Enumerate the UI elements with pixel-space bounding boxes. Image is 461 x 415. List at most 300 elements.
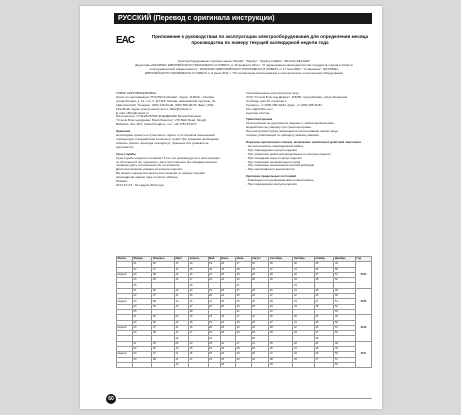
table-cell: 50 bbox=[334, 294, 356, 299]
table-cell: 21 bbox=[208, 331, 220, 336]
table-cell: 43 bbox=[293, 278, 315, 283]
intro-paragraph bbox=[116, 59, 372, 75]
table-cell: 08 bbox=[152, 357, 175, 362]
table-cell: 04 bbox=[133, 278, 152, 283]
table-cell: 46 bbox=[314, 352, 334, 357]
text-line: - При появлении повышенной сильной вибрации bbox=[246, 164, 315, 168]
table-cell: 24 bbox=[220, 320, 235, 325]
table-cell: 25 bbox=[220, 325, 235, 330]
table-cell: 42 bbox=[293, 294, 315, 299]
table-cell: 44 bbox=[314, 341, 334, 346]
table-cell: 19 bbox=[208, 320, 220, 325]
table-cell: 23 bbox=[220, 288, 235, 293]
table-cell: 05 bbox=[152, 341, 175, 346]
table-cell: 39 bbox=[269, 304, 293, 309]
table-cell: 14 bbox=[189, 288, 209, 293]
table-cell: 14 bbox=[189, 315, 209, 320]
table-cell: 02 bbox=[133, 267, 152, 272]
table-cell: 27 bbox=[236, 288, 251, 293]
table-cell: 16 bbox=[189, 352, 209, 357]
intro-line: Электрооборудование торговых марок "Dewalt", "Stanley", "Stanley FatMax", "BLACK+DECKER" bbox=[177, 59, 311, 63]
table-cell: 44 bbox=[293, 283, 315, 288]
table-cell: 32 bbox=[251, 347, 269, 352]
table-cell: 31 bbox=[251, 341, 269, 346]
table-cell: 46 bbox=[314, 267, 334, 272]
table-cell: 36 bbox=[269, 347, 293, 352]
table-cell: 51 bbox=[334, 299, 356, 304]
text-line: Пример: bbox=[116, 180, 128, 184]
table-cell: 02 bbox=[133, 320, 152, 325]
table-cell: Неделя bbox=[117, 352, 133, 357]
month-header: Август bbox=[251, 257, 269, 262]
table-cell: 16 bbox=[189, 299, 209, 304]
table-cell: 19 bbox=[208, 288, 220, 293]
table-cell: 10 bbox=[174, 347, 188, 352]
text-line: техники, работающей по принципу зажима упаковки. bbox=[246, 134, 320, 138]
month-header: Май bbox=[208, 257, 220, 262]
table-cell: 24 bbox=[220, 267, 235, 272]
table-cell: 27 bbox=[236, 315, 251, 320]
text-line: - При неисправности выключателя bbox=[246, 168, 295, 172]
text-line: температуры и воздействия солнечных лучей. При хранении необходимо bbox=[116, 137, 219, 141]
table-cell: 10 bbox=[174, 320, 188, 325]
table-cell: 52 bbox=[334, 278, 356, 283]
eac-mark: EAC bbox=[116, 35, 135, 46]
intro-line: ЕВРОПЕЙСКОГО ПАРЛАМЕНТА И СОВЕТА от 8 июня 2011 г. "Об ограничении использования в электрическом и электронном оборудовании bbox=[145, 71, 343, 75]
table-cell: 35 bbox=[269, 341, 293, 346]
table-cell: 38 bbox=[269, 357, 293, 362]
intro-line: электромагнитной совместимости", 2006/42/ЕС ЕВРОПЕЙСКОГО ПАРЛАМЕНТА И СОВЕТА от 17 мая 2006 г. "О машинах", 2011/65/ЕС bbox=[149, 67, 339, 71]
text-line: - Не использовать поврежденный кабель bbox=[246, 144, 304, 148]
text-line: Телефон: +7 (495) 258-39-81, факс: +7 (495) 258-39-81 bbox=[246, 103, 322, 107]
table-cell: Неделя bbox=[117, 272, 133, 277]
table-cell: 12 bbox=[174, 272, 188, 277]
table-cell: 45 bbox=[314, 262, 334, 267]
table-cell: 08 bbox=[152, 331, 175, 336]
table-cell: 42 bbox=[293, 272, 315, 277]
table-cell: 50 bbox=[334, 320, 356, 325]
table-cell: 04 bbox=[133, 331, 152, 336]
language-header: РУССКИЙ (Перевод с оригинала инструкции) bbox=[114, 13, 372, 24]
table-cell: 51 bbox=[334, 272, 356, 277]
table-cell: 07 bbox=[152, 294, 175, 299]
table-cell: 32 bbox=[251, 262, 269, 267]
table-cell: 40 bbox=[293, 341, 315, 346]
table-cell: 37 bbox=[269, 294, 293, 299]
table-cell: 05 bbox=[133, 283, 152, 288]
table-cell: 30 bbox=[236, 278, 251, 283]
table-cell: 41 bbox=[293, 347, 315, 352]
table-cell: 16 bbox=[189, 325, 209, 330]
table-cell: 24 bbox=[220, 294, 235, 299]
table-cell: 49 bbox=[334, 262, 356, 267]
text-line: воздействия на упаковку при транспортировке. bbox=[246, 126, 312, 130]
table-cell: 03 bbox=[133, 325, 152, 330]
table-cell: 50 bbox=[334, 267, 356, 272]
table-cell: 25 bbox=[220, 357, 235, 362]
text-line: Дата изготовления указана на корпусе изделия. bbox=[116, 168, 183, 172]
table-cell: 15 bbox=[189, 347, 209, 352]
table-cell: 45 bbox=[314, 288, 334, 293]
table-cell: 13 bbox=[174, 362, 188, 367]
table-cell: 48 bbox=[334, 341, 356, 346]
month-header: Апрель bbox=[189, 257, 209, 262]
text-line: - При повреждении корпуса изделия bbox=[246, 183, 297, 187]
table-cell: 34 bbox=[251, 331, 269, 336]
table-cell: 01 bbox=[133, 288, 152, 293]
text-line: Категорически не допускается падение и любые механические bbox=[246, 122, 334, 126]
table-cell: 20 bbox=[208, 352, 220, 357]
table-cell: 28 bbox=[236, 267, 251, 272]
table-cell: 06 bbox=[152, 288, 175, 293]
table-cell: 35 bbox=[251, 304, 269, 309]
year-cell: 2014 bbox=[356, 262, 372, 288]
table-cell: 29 bbox=[236, 272, 251, 277]
month-header: Месяц bbox=[117, 257, 133, 262]
table-cell: Неделя bbox=[117, 325, 133, 330]
table-cell: 43 bbox=[293, 357, 315, 362]
table-cell: 20 bbox=[208, 325, 220, 330]
text-line: календарной недели года согласно таблице. bbox=[116, 176, 179, 180]
table-cell: 37 bbox=[269, 267, 293, 272]
table-cell: 42 bbox=[293, 325, 315, 330]
table-cell: 13 bbox=[174, 278, 188, 283]
table-cell: 18 bbox=[208, 341, 220, 346]
table-cell: 42 bbox=[293, 352, 315, 357]
table-cell: 17 bbox=[189, 357, 209, 362]
table-cell: 28 bbox=[236, 320, 251, 325]
table-cell: 32 bbox=[251, 288, 269, 293]
table-cell: 21 bbox=[208, 272, 220, 277]
text-line: допускается. bbox=[116, 145, 134, 149]
table-cell: 39 bbox=[269, 278, 293, 283]
table-cell: 04 bbox=[133, 304, 152, 309]
month-header: Декабрь bbox=[334, 257, 356, 262]
text-line: улица Житная, д. 14, стр. 1; 117418, Москва, Нахимовский проспект, 31 bbox=[116, 99, 216, 103]
table-cell: 21 bbox=[208, 357, 220, 362]
month-header: Январь bbox=[133, 257, 152, 262]
text-line: info-ru@sbdinc.com bbox=[246, 107, 273, 111]
table-cell: 25 bbox=[220, 299, 235, 304]
text-line: - При повреждении корпуса изделия bbox=[246, 148, 297, 152]
table-cell: 47 bbox=[314, 331, 334, 336]
table-cell bbox=[117, 362, 133, 367]
table-cell: 07 bbox=[152, 325, 175, 330]
table-cell: 33 bbox=[251, 267, 269, 272]
table-cell: 44 bbox=[314, 315, 334, 320]
section-heading: Срок службы bbox=[116, 152, 136, 156]
table-cell: 31 bbox=[251, 315, 269, 320]
table-cell: 37 bbox=[269, 352, 293, 357]
table-cell: 12 bbox=[174, 299, 188, 304]
table-cell: 18 bbox=[189, 309, 209, 314]
text-line: по истечении 5 лет хранения с даты изготовления без предварительной bbox=[116, 160, 217, 164]
table-cell: 40 bbox=[293, 315, 315, 320]
table-cell: 31 bbox=[236, 283, 251, 288]
footer-divider bbox=[118, 398, 372, 399]
table-cell: 34 bbox=[251, 272, 269, 277]
text-line: "Стэнли Блэк энд Деккер Юкей Лимитед", 270 Bath Road, Slough, bbox=[116, 119, 207, 123]
text-line: Срок службы изделия составляет 5 лет. Не рекомендуется к эксплуатации bbox=[116, 156, 220, 160]
table-cell: 22 bbox=[208, 278, 220, 283]
table-cell: 38 bbox=[269, 325, 293, 330]
table-cell: 27 bbox=[236, 341, 251, 346]
table-cell: 33 bbox=[251, 294, 269, 299]
table-cell: 15 bbox=[189, 320, 209, 325]
year-cell: 2016 bbox=[356, 315, 372, 341]
table-cell: 13 bbox=[174, 336, 188, 341]
text-line: - При появлении дыма непосредственно из корпуса изделия bbox=[246, 152, 331, 156]
table-cell: 30 bbox=[236, 304, 251, 309]
text-line: Орган по сертификации "РОСТЕСТ-Москва", Адрес: 119049, г. Москва, bbox=[116, 95, 215, 99]
table-cell: 26 bbox=[220, 278, 235, 283]
table-cell: 34 bbox=[251, 299, 269, 304]
table-cell: 15 bbox=[189, 294, 209, 299]
table-cell: 30 bbox=[236, 357, 251, 362]
table-cell: 03 bbox=[133, 272, 152, 277]
table-cell: 48 bbox=[314, 304, 334, 309]
table-cell: 01 bbox=[133, 262, 152, 267]
table-cell: 46 bbox=[314, 294, 334, 299]
month-header: Октябрь bbox=[293, 257, 315, 262]
table-cell: 20 bbox=[208, 294, 220, 299]
table-cell: 23 bbox=[220, 347, 235, 352]
table-row bbox=[117, 362, 372, 367]
table-cell: 22 bbox=[208, 336, 220, 341]
table-cell: 45 bbox=[314, 347, 334, 352]
month-header: Ноябрь bbox=[314, 257, 334, 262]
table-cell: 47 bbox=[314, 299, 334, 304]
text-line: проверки (дату изготовления см. на этикетке). bbox=[116, 164, 181, 168]
month-header: Февраль bbox=[152, 257, 175, 262]
table-cell: 24 bbox=[220, 352, 235, 357]
table-cell: 49 bbox=[334, 288, 356, 293]
table-cell bbox=[293, 362, 315, 367]
table-cell: 17 bbox=[189, 304, 209, 309]
table-cell: 21 bbox=[208, 299, 220, 304]
table-cell: Неделя bbox=[117, 299, 133, 304]
table-cell: 09 bbox=[174, 315, 188, 320]
table-cell: 11 bbox=[174, 267, 188, 272]
table-cell: 07 bbox=[152, 267, 175, 272]
table-cell: 41 bbox=[293, 288, 315, 293]
table-cell: 14 bbox=[189, 341, 209, 346]
table-cell: 51 bbox=[334, 357, 356, 362]
table-cell: 11 bbox=[174, 294, 188, 299]
table-cell: 35 bbox=[251, 278, 269, 283]
year-cell: 2017 bbox=[356, 341, 372, 367]
table-cell: 46 bbox=[314, 325, 334, 330]
table-cell: 35 bbox=[251, 336, 269, 341]
table-cell: 47 bbox=[314, 357, 334, 362]
table-cell: 10 bbox=[174, 262, 188, 267]
table-cell: 44 bbox=[293, 304, 315, 309]
table-cell: 38 bbox=[269, 272, 293, 277]
table-cell: 18 bbox=[208, 315, 220, 320]
table-cell bbox=[208, 362, 220, 367]
table-cell: 09 bbox=[152, 304, 175, 309]
table-cell: 06 bbox=[152, 347, 175, 352]
month-header: Июнь bbox=[220, 257, 235, 262]
table-cell: 08 bbox=[152, 299, 175, 304]
table-cell: 51 bbox=[334, 325, 356, 330]
document-title: Приложение к руководствам по эксплуатации электрооборудования для определения месяца производства по номеру текущей календарной недели года bbox=[151, 34, 369, 45]
table-cell: 45 bbox=[314, 320, 334, 325]
table-cell: 28 bbox=[236, 294, 251, 299]
table-cell: 19 bbox=[208, 262, 220, 267]
table-cell: 06 bbox=[152, 262, 175, 267]
table-cell: 23 bbox=[220, 262, 235, 267]
table-cell: 52 bbox=[334, 362, 356, 367]
table-cell: 15 bbox=[189, 267, 209, 272]
text-line: Сделано в Китае bbox=[246, 111, 270, 115]
table-cell: 50 bbox=[334, 352, 356, 357]
month-header: Июль bbox=[236, 257, 251, 262]
table-cell: 29 bbox=[236, 299, 251, 304]
table-cell: 29 bbox=[236, 352, 251, 357]
table-cell: 01 bbox=[133, 315, 152, 320]
table-cell bbox=[251, 362, 269, 367]
text-line: 2014 XX XX - 52 неделя 2014 года bbox=[116, 183, 164, 187]
table-cell bbox=[152, 362, 175, 367]
text-line: Необходимо хранить в сухом месте, вдали от источников повышенной bbox=[116, 134, 215, 138]
year-cell: 2015 bbox=[356, 288, 372, 314]
table-cell bbox=[133, 362, 152, 367]
text-line: Вы можете определить месяц изготовления по номеру текущей bbox=[116, 172, 205, 176]
table-cell: 27 bbox=[236, 262, 251, 267]
table-cell: 48 bbox=[314, 336, 334, 341]
table-cell: 53 bbox=[334, 309, 356, 314]
table-cell: 09 bbox=[174, 341, 188, 346]
table-cell: 49 bbox=[334, 315, 356, 320]
table-cell: 12 bbox=[174, 357, 188, 362]
page-number: 60 bbox=[106, 394, 116, 404]
table-cell: 26 bbox=[220, 331, 235, 336]
table-cell: 02 bbox=[133, 347, 152, 352]
table-cell: 17 bbox=[189, 331, 209, 336]
table-cell: 26 bbox=[220, 362, 235, 367]
table-cell: 28 bbox=[236, 347, 251, 352]
table-cell: 18 bbox=[189, 283, 209, 288]
table-cell: 13 bbox=[174, 304, 188, 309]
table-cell: 32 bbox=[251, 320, 269, 325]
table-cell: 11 bbox=[174, 325, 188, 330]
table-cell: 31 bbox=[236, 309, 251, 314]
intro-line: Директивы 2014/35/ЕС ЕВРОПЕЙСКОГО ПАРЛАМЕНТА И СОВЕТА от 26 февраля 2014 г. "О гармонизации законодательства государств-членов в области bbox=[135, 63, 353, 67]
table-cell: 07 bbox=[152, 352, 175, 357]
text-line: избегать резкого перепада температур. Хранение без упаковки не bbox=[116, 141, 209, 145]
table-cell: 03 bbox=[133, 352, 152, 357]
text-line: Уполномоченное изготовителем лицо: bbox=[246, 92, 300, 95]
table-cell: 39 bbox=[269, 362, 293, 367]
table-cell: 25 bbox=[220, 272, 235, 277]
text-line: Berkshire, SL1 4DX, United Kingdom, тел: +44 1753 574277 bbox=[116, 123, 197, 127]
month-header: Год bbox=[356, 257, 372, 262]
section-heading: Критерии предельных состояний bbox=[246, 175, 297, 179]
month-header: Сентябрь bbox=[269, 257, 293, 262]
text-line: - При попадании воды в корпус изделия bbox=[246, 156, 302, 160]
table-cell: 16 bbox=[189, 272, 209, 277]
table-cell: 40 bbox=[269, 309, 293, 314]
table-cell: 09 bbox=[152, 278, 175, 283]
table-cell: 41 bbox=[293, 320, 315, 325]
table-cell: 17 bbox=[189, 278, 209, 283]
table-cell: 36 bbox=[269, 262, 293, 267]
table-cell: 04 bbox=[133, 357, 152, 362]
left-column bbox=[116, 92, 238, 188]
table-cell: 02 bbox=[133, 294, 152, 299]
table-cell: 22 bbox=[220, 341, 235, 346]
table-cell: 14 bbox=[189, 262, 209, 267]
table-cell: 48 bbox=[314, 278, 334, 283]
table-cell: 52 bbox=[334, 331, 356, 336]
table-cell: 05 bbox=[133, 309, 152, 314]
table-cell: 52 bbox=[334, 304, 356, 309]
table-cell: 01 bbox=[133, 341, 152, 346]
table-cell: 30 bbox=[236, 331, 251, 336]
table-cell: 41 bbox=[293, 267, 315, 272]
table-cell: 22 bbox=[208, 304, 220, 309]
section-heading: Перечень критических отказов, возможных ошибочных действий персонала bbox=[246, 140, 361, 144]
table-cell: 08 bbox=[152, 272, 175, 277]
table-cell: 34 bbox=[251, 357, 269, 362]
table-cell bbox=[236, 362, 251, 367]
section-heading: Транспортировка bbox=[246, 118, 273, 122]
text-line: ООО "Стэнли Блэк энд Деккер", 115280, город Москва, улица Ленинская bbox=[246, 95, 348, 99]
table-cell: 36 bbox=[269, 288, 293, 293]
text-line: E-mail: office@rostest.ru bbox=[116, 111, 149, 115]
text-line: (фактический). Телефон: (499) 129-26-00, (495) 668-28-93, Факс: (499) bbox=[116, 103, 214, 107]
table-cell: 19 bbox=[208, 347, 220, 352]
table-cell: 11 bbox=[174, 352, 188, 357]
table-cell: 37 bbox=[269, 320, 293, 325]
text-line: При разгрузке/погрузке запрещается использование любого вида bbox=[246, 130, 338, 134]
right-column bbox=[246, 92, 372, 187]
text-line: - Поврежден или деформирован сетевой кабель bbox=[246, 179, 314, 183]
table-cell: 33 bbox=[251, 325, 269, 330]
section-heading: Хранение bbox=[116, 130, 131, 134]
table-cell: 12 bbox=[174, 331, 188, 336]
table-cell: 10 bbox=[174, 288, 188, 293]
text-line: Изготовитель: СТЭНЛИ БЛЭК ЭНД ДЕККЕР, Великобритания bbox=[116, 115, 202, 119]
table-cell: 03 bbox=[133, 299, 152, 304]
table-cell: 26 bbox=[220, 304, 235, 309]
table-cell bbox=[314, 362, 334, 367]
table-cell bbox=[189, 362, 209, 367]
table-cell: 20 bbox=[208, 267, 220, 272]
table-cell: 39 bbox=[269, 331, 293, 336]
table-cell: 06 bbox=[152, 320, 175, 325]
text-line: - При появлении нехарактерного шума bbox=[246, 160, 301, 164]
table-cell: 43 bbox=[293, 331, 315, 336]
table-cell: 38 bbox=[269, 299, 293, 304]
text-line: ТОВАР СЕРТИФИЦИРОВАН: bbox=[116, 92, 157, 95]
table-cell: 40 bbox=[293, 262, 315, 267]
text-line: 124-99-96, Адрес электронной почты: office@rostest.ru bbox=[116, 107, 192, 111]
month-header: Март bbox=[174, 257, 188, 262]
table-cell: 05 bbox=[152, 315, 175, 320]
table-cell: 29 bbox=[236, 325, 251, 330]
production-week-table bbox=[116, 256, 372, 368]
table-cell: 43 bbox=[293, 299, 315, 304]
table-cell: 23 bbox=[220, 315, 235, 320]
table-cell: 36 bbox=[269, 315, 293, 320]
document-page bbox=[80, 6, 382, 409]
table-cell: 49 bbox=[334, 347, 356, 352]
table-cell: 33 bbox=[251, 352, 269, 357]
text-line: Слобода, дом 19, строение 1 bbox=[246, 99, 287, 103]
table-cell: 47 bbox=[314, 272, 334, 277]
